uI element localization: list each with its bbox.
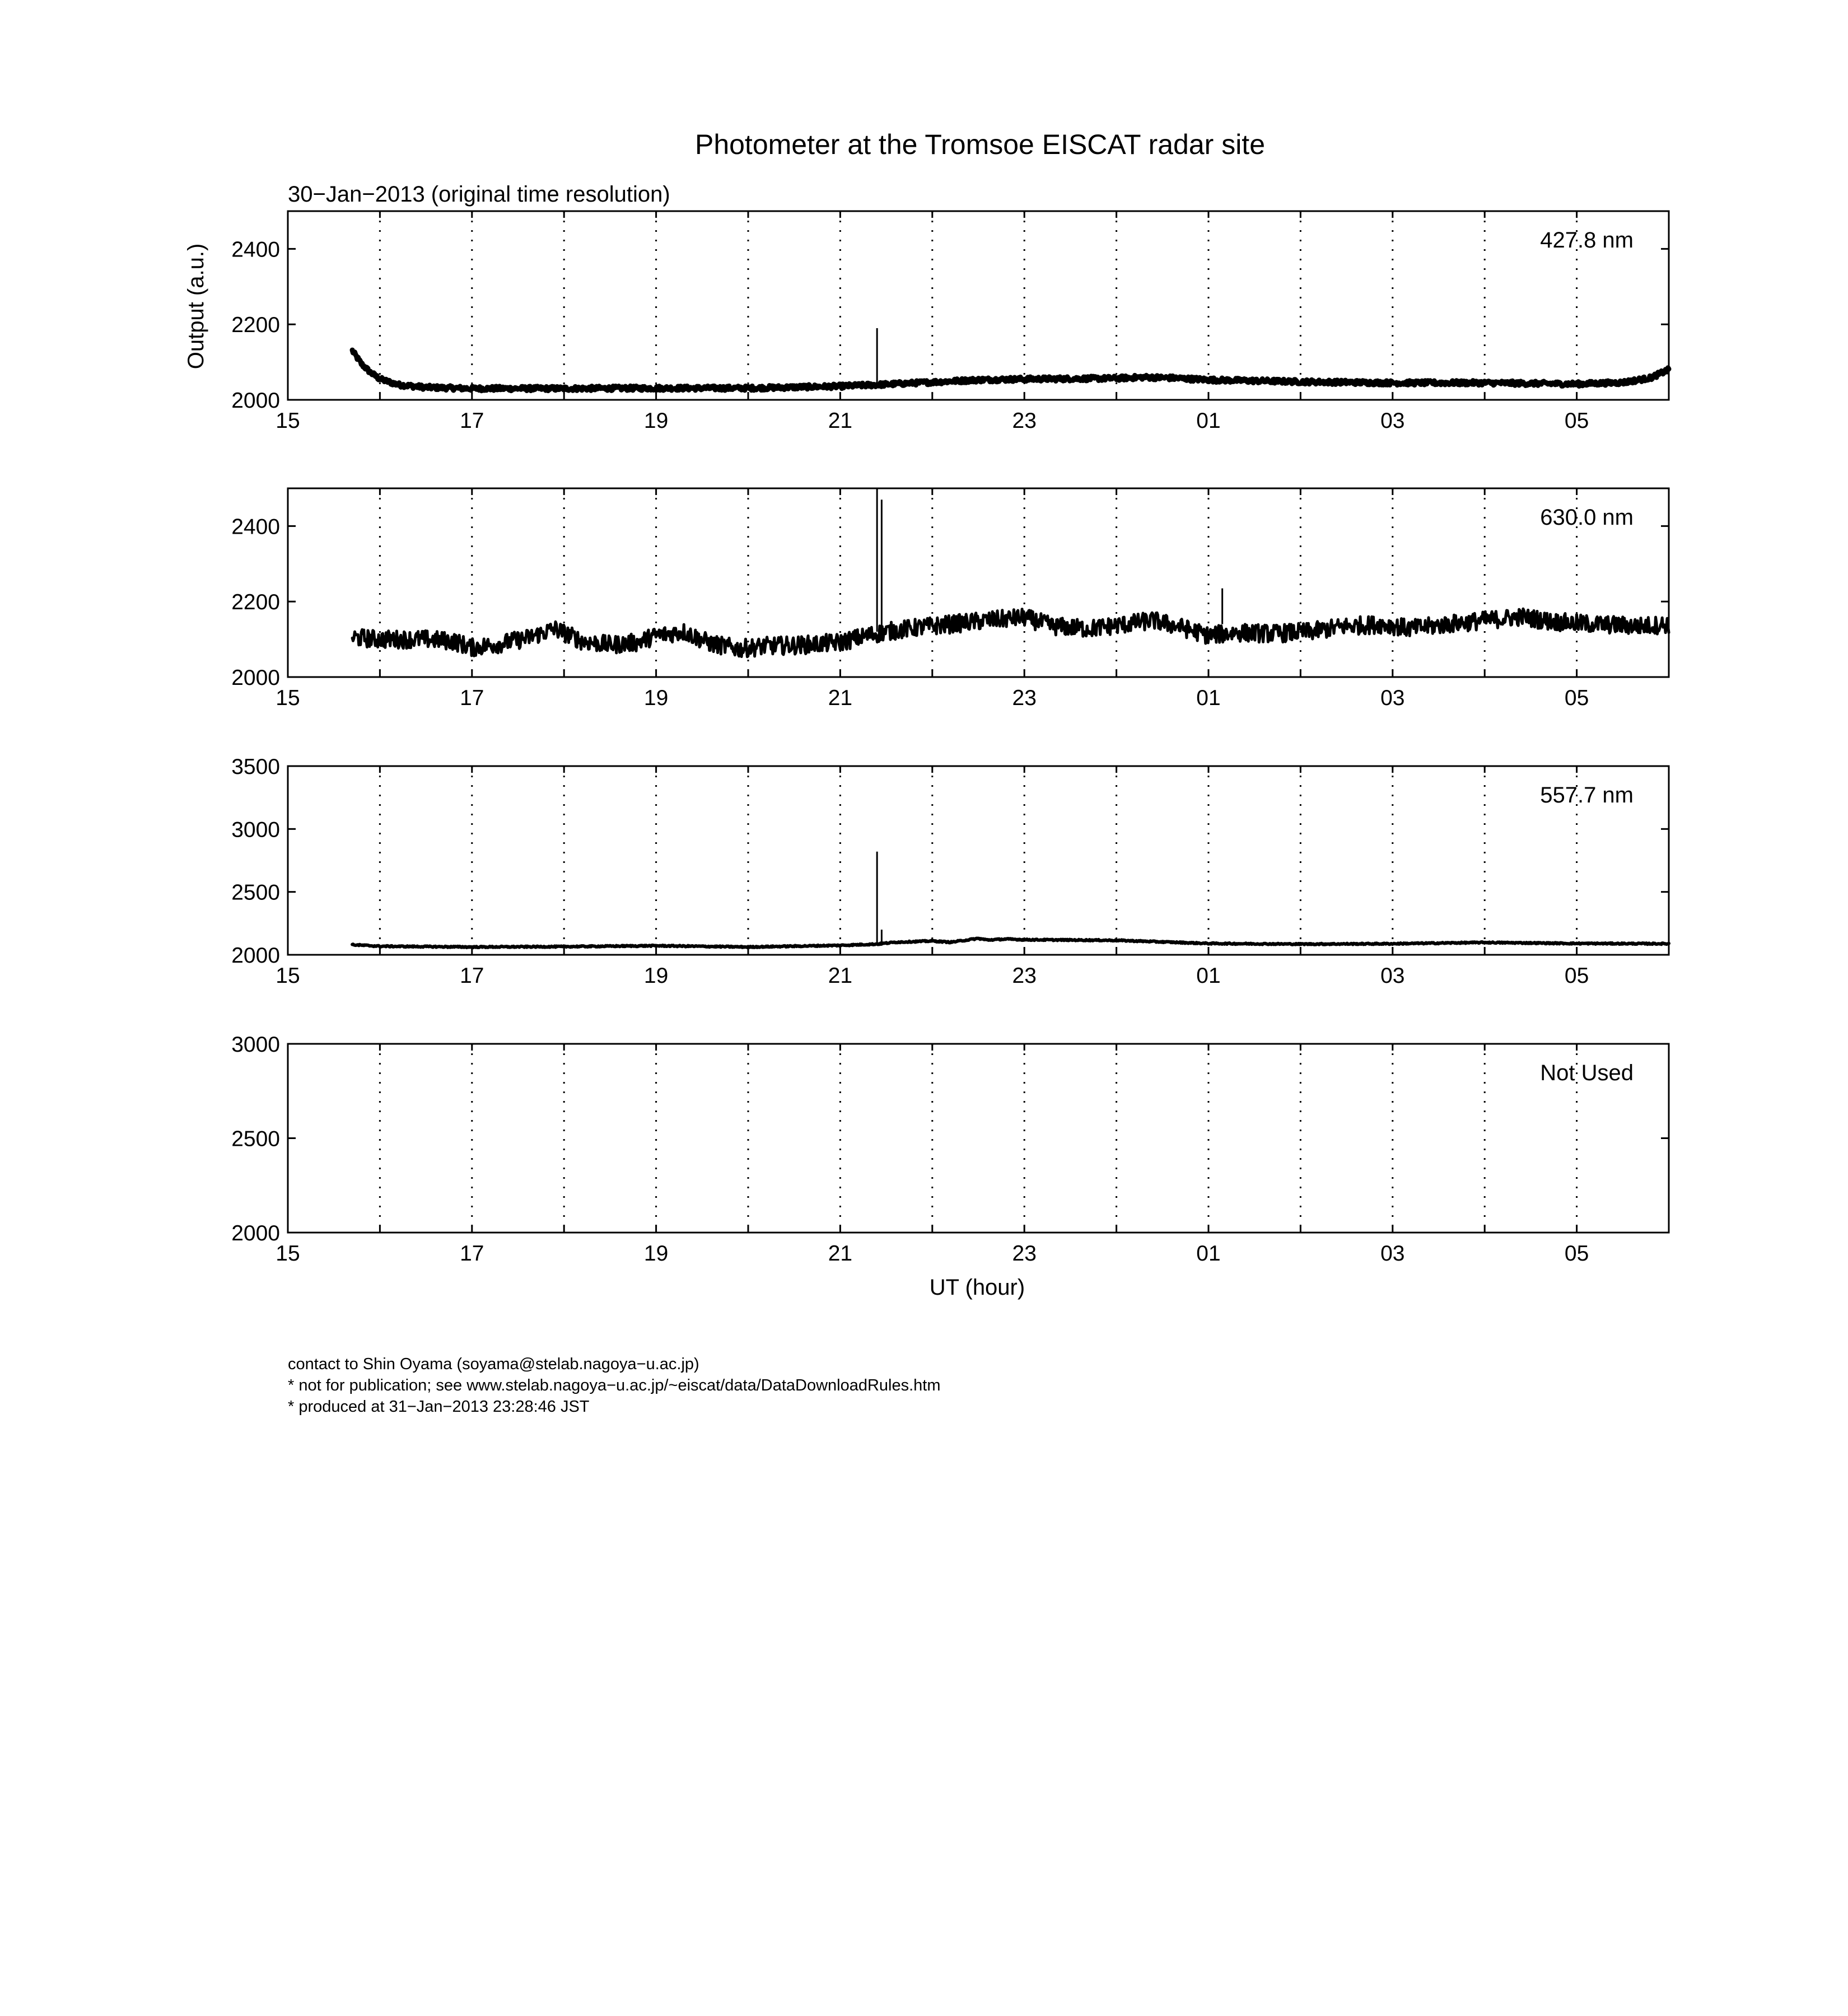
y-tick-label: 2000 (231, 389, 280, 413)
panel-label: Not Used (1540, 1061, 1634, 1085)
plot-frame (288, 211, 1669, 400)
x-axis-label: UT (hour) (929, 1275, 1025, 1300)
y-tick-label: 2400 (231, 237, 280, 262)
x-tick-label: 15 (276, 1242, 300, 1266)
x-tick-label: 21 (828, 409, 853, 433)
x-tick-label: 03 (1380, 686, 1405, 710)
y-tick-label: 3500 (231, 755, 280, 779)
x-tick-label: 03 (1380, 1242, 1405, 1266)
panel-2 (231, 488, 1669, 710)
y-tick-label: 2200 (231, 313, 280, 338)
series-line-1-1 (352, 350, 1669, 391)
panel-label: 630.0 nm (1540, 505, 1634, 530)
x-tick-label: 15 (276, 409, 300, 433)
plot-frame (288, 766, 1669, 955)
x-tick-label: 17 (460, 1242, 484, 1266)
y-axis-label: Output (a.u.) (184, 243, 208, 370)
x-tick-label: 21 (828, 964, 853, 988)
x-tick-label: 01 (1196, 1242, 1221, 1266)
x-tick-label: 19 (643, 1242, 669, 1266)
x-tick-label: 15 (276, 964, 300, 988)
panel-label: 557.7 nm (1540, 783, 1634, 808)
x-tick-label: 05 (1564, 964, 1589, 988)
panel-3 (231, 755, 1669, 988)
x-tick-label: 03 (1380, 409, 1405, 433)
x-tick-label: 15 (276, 686, 300, 710)
y-tick-label: 3000 (231, 818, 280, 842)
y-tick-label: 2000 (231, 1221, 280, 1245)
x-tick-label: 05 (1564, 409, 1589, 433)
x-tick-label: 01 (1196, 686, 1221, 710)
y-tick-label: 3000 (231, 1033, 280, 1057)
series-line-3-1 (352, 939, 1669, 948)
x-tick-label: 19 (643, 409, 669, 433)
x-tick-label: 01 (1196, 409, 1221, 433)
panel-1 (231, 211, 1669, 433)
x-tick-label: 23 (1012, 409, 1037, 433)
footer-rules: * not for publication; see www.stelab.nagoya−u.ac.jp/~eiscat/data/DataDownloadRules.htm (288, 1376, 941, 1394)
y-tick-label: 2500 (231, 880, 280, 905)
chart-subtitle: 30−Jan−2013 (original time resolution) (288, 182, 670, 207)
x-tick-label: 19 (643, 964, 669, 988)
chart-title: Photometer at the Tromsoe EISCAT radar site (694, 129, 1266, 160)
x-tick-label: 17 (460, 964, 484, 988)
x-tick-label: 21 (828, 1242, 853, 1266)
series-line-2-1 (352, 609, 1669, 657)
x-tick-label: 21 (828, 686, 853, 710)
footer-contact: contact to Shin Oyama (soyama@stelab.nagoya−u.ac.jp) (288, 1355, 699, 1373)
x-tick-label: 05 (1564, 1242, 1589, 1266)
x-tick-label: 17 (460, 686, 484, 710)
x-tick-label: 03 (1380, 964, 1405, 988)
x-tick-label: 17 (460, 409, 484, 433)
x-tick-label: 05 (1564, 686, 1589, 710)
x-tick-label: 01 (1196, 964, 1221, 988)
y-tick-label: 2500 (231, 1127, 280, 1151)
x-tick-label: 23 (1012, 1242, 1037, 1266)
x-tick-label: 19 (643, 686, 669, 710)
plot-frame (288, 1044, 1669, 1233)
y-tick-label: 2000 (231, 666, 280, 690)
y-tick-label: 2200 (231, 590, 280, 615)
y-tick-label: 2400 (231, 515, 280, 539)
panel-label: 427.8 nm (1540, 228, 1634, 253)
panel-4 (231, 1033, 1669, 1266)
x-tick-label: 23 (1012, 686, 1037, 710)
y-tick-label: 2000 (231, 944, 280, 968)
panels (231, 211, 1669, 1266)
x-tick-label: 23 (1012, 964, 1037, 988)
footer-produced: * produced at 31−Jan−2013 23:28:46 JST (288, 1398, 590, 1416)
